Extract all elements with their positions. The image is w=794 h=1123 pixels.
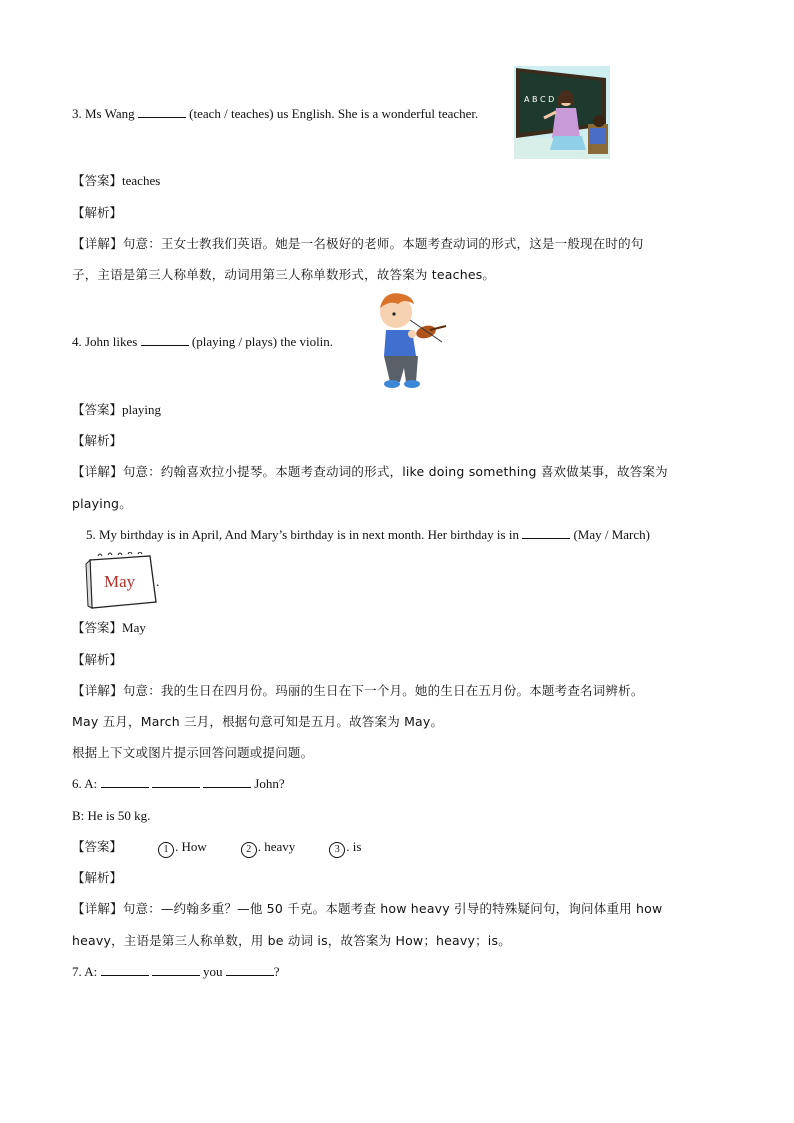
answer-blank (152, 964, 200, 976)
svg-text:A B C D: A B C D (524, 95, 555, 104)
question-3-text-b: (teach / teaches) us English. She is a wonderful teacher. (185, 106, 479, 121)
answer-row-5: 【答案】May (72, 620, 146, 635)
detail-4-line1: 【详解】句意：约翰喜欢拉小提琴。本题考查动词的形式，like doing something 喜欢做某事，故答案为 (72, 464, 668, 479)
question-6-line-b: B: He is 50 kg. (72, 808, 151, 823)
detail-6-line2: heavy，主语是第三人称单数，用 be 动词 is，故答案为 How；heavy；is。 (72, 933, 511, 948)
answer-item: 3 . is (329, 839, 361, 854)
detail-3-line1: 【详解】句意：王女士教我们英语。她是一名极好的老师。本题考查动词的形式，这是一般现在时的句 (72, 236, 644, 251)
section-instruction: 根据上下文或图片提示回答问题或提问题。 (72, 745, 314, 760)
answer-blank (101, 776, 149, 788)
analysis-label: 【解析】 (72, 870, 123, 885)
question-4: 4. John likes (playing / plays) the violin. (72, 334, 334, 349)
analysis-label: 【解析】 (72, 652, 123, 667)
answer-text: teaches (122, 173, 161, 188)
violin-boy-illustration (370, 290, 450, 392)
question-7-line-a: 7. A: you ? (72, 964, 280, 979)
calendar-illustration (84, 552, 164, 610)
answer-blank (522, 527, 570, 539)
detail-5-line2: May 五月，March 三月，根据句意可知是五月。故答案为 May。 (72, 714, 444, 729)
answer-blank (226, 964, 274, 976)
answer-item: 2 . heavy (241, 839, 296, 854)
answer-row-6: 【答案】 1 . How 2 . heavy 3 . is (72, 839, 361, 858)
analysis-label: 【解析】 (72, 205, 123, 220)
detail-6-line1: 【详解】句意：—约翰多重？—他 50 千克。本题考查 how heavy 引导的特殊疑问句，询问体重用 how (72, 901, 663, 916)
answer-text: playing (122, 402, 162, 417)
question-6-line-a: 6. A: John? (72, 776, 285, 791)
calendar-month-label: May (104, 572, 136, 591)
answer-blank (141, 334, 189, 346)
question-5: 5. My birthday is in April, And Mary’s birthday is in next month. Her birthday is in (May / March) (86, 527, 650, 542)
detail-3-line2: 子，主语是第三人称单数，动词用第三人称单数形式，故答案为 teaches。 (72, 267, 496, 282)
answer-item: 1 . How (158, 839, 207, 854)
analysis-label: 【解析】 (72, 433, 123, 448)
answer-blank (152, 776, 200, 788)
teacher-illustration (514, 66, 610, 159)
question-3 (72, 106, 478, 122)
answer-row-4: 【答案】playing (72, 402, 162, 417)
answer-blank (203, 776, 251, 788)
answer-blank (101, 964, 149, 976)
answer-row-3: 【答案】teaches (72, 173, 161, 188)
calendar-dot: . (156, 574, 160, 589)
answer-blank (138, 106, 186, 118)
answer-text: May (122, 620, 146, 635)
detail-4-line2: playing。 (72, 496, 132, 511)
detail-5-line1: 【详解】句意：我的生日在四月份。玛丽的生日在下一个月。她的生日在五月份。本题考查名词辨析。 (72, 683, 644, 698)
question-3-text-a: 3. Ms Wang (72, 106, 138, 121)
